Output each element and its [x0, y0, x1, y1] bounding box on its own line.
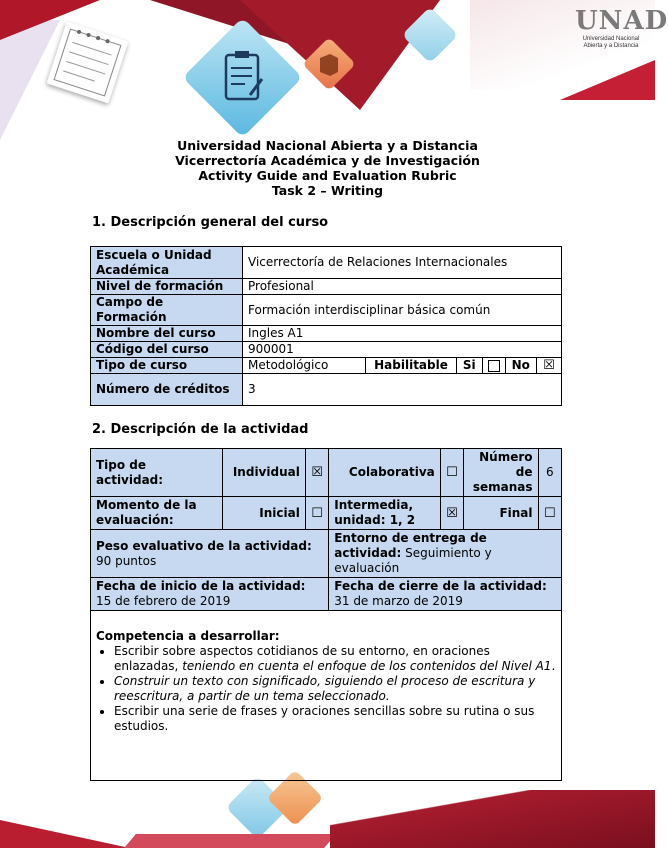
title-line1: Universidad Nacional Abierta y a Distancia [177, 138, 478, 153]
si-checkbox [482, 358, 505, 374]
table-value: Profesional [243, 279, 562, 295]
decor-band [124, 834, 336, 848]
bullet-text-italic: teniendo en cuenta el enfoque de los contenidos del Nivel A1 [182, 659, 552, 673]
checkbox-empty-icon: ☐ [305, 497, 328, 530]
decor-triangle [560, 60, 655, 100]
list-item: • Construir un texto con significado, siguiendo el proceso de escritura y reescritura, a partir de un tema seleccionado. [114, 674, 556, 704]
checkbox-empty-icon: ☐ [538, 497, 561, 530]
peso-cell [91, 530, 329, 578]
peso-label: Peso evaluativo de la actividad: [96, 538, 312, 553]
tipo-actividad-label: Tipo de actividad: [91, 449, 223, 497]
logo-line2: Abierta y a Distancia [583, 43, 639, 49]
table-key: Campo de Formación [91, 295, 243, 326]
intermedia-label: Intermedia, unidad: 1, 2 [329, 497, 441, 530]
table-row [91, 611, 562, 781]
table-key: Número de créditos [91, 374, 243, 406]
checkbox-empty-icon [488, 360, 500, 372]
habilitable-label: Habilitable [366, 358, 457, 374]
title-line4: Task 2 – Writing [271, 183, 384, 198]
checkbox-empty-icon: ☐ [440, 449, 463, 497]
logo-line1: Universidad Nacional [582, 36, 640, 42]
competencia-cell [91, 611, 562, 781]
table-row [91, 247, 562, 279]
peso-value: 90 puntos [96, 553, 157, 568]
table-value: 900001 [243, 342, 562, 358]
table-key: Tipo de curso [91, 358, 243, 374]
section2-heading: 2. Descripción de la actividad [92, 422, 309, 437]
table-row [91, 279, 562, 295]
table-row [91, 295, 562, 326]
cierre-label: Fecha de cierre de la actividad: [334, 579, 547, 593]
table-row [91, 578, 562, 611]
bullet-text: . [551, 659, 556, 673]
table-row [91, 449, 562, 497]
checkbox-checked-icon: ☒ [305, 449, 328, 497]
book-icon [302, 37, 356, 91]
table-row [91, 342, 562, 358]
no-label: No [505, 358, 536, 374]
no-checkbox-checked-icon: ☒ [537, 358, 562, 374]
inicio-cell [91, 578, 329, 611]
competencia-list [96, 644, 556, 734]
section1-heading: 1. Descripción general del curso [92, 215, 329, 230]
table-row [91, 374, 562, 406]
numero-semanas-label: Número de semanas [464, 449, 538, 497]
inicio-value: 15 de febrero de 2019 [96, 594, 231, 608]
entorno-value: Seguimiento y evaluación [334, 546, 492, 575]
entorno-cell [329, 530, 562, 578]
colaborativa-label: Colaborativa [329, 449, 441, 497]
bullet-text: Escribir sobre aspectos cotidianos de su entorno, en oraciones enlazadas, [114, 644, 490, 673]
individual-label: Individual [223, 449, 306, 497]
table-key: Escuela o Unidad Académica [91, 247, 243, 279]
checkbox-checked-icon: ☒ [440, 497, 463, 530]
table-row [91, 358, 562, 374]
table-row [91, 530, 562, 578]
table-value: Formación interdisciplinar básica común [243, 295, 562, 326]
decor-band [330, 790, 655, 848]
table-key: Código del curso [91, 342, 243, 358]
table-value: Metodológico [243, 358, 366, 374]
activity-table [90, 448, 562, 781]
table-value: 3 [243, 374, 562, 406]
final-label: Final [464, 497, 538, 530]
list-item [114, 644, 556, 674]
entorno-label: Entorno de entrega de actividad: [334, 531, 487, 560]
course-info-table [90, 246, 562, 406]
title-line2: Vicerrectoría Académica y de Investigación [175, 153, 480, 168]
table-key: Nivel de formación [91, 279, 243, 295]
table-row [91, 497, 562, 530]
clipboard-icon [182, 17, 302, 137]
cierre-cell [329, 578, 562, 611]
table-row [91, 326, 562, 342]
inicio-label: Fecha de inicio de la actividad: [96, 579, 306, 593]
list-item: • Escribir una serie de frases y oraciones sencillas sobre su rutina o sus estudios. [114, 704, 556, 734]
momento-label: Momento de la evaluación: [91, 497, 223, 530]
logo-mark: UNAD [575, 6, 668, 36]
document-title [0, 138, 655, 198]
si-label: Si [457, 358, 483, 374]
table-key: Nombre del curso [91, 326, 243, 342]
inicial-label: Inicial [223, 497, 306, 530]
unad-logo [575, 6, 668, 50]
semanas-value: 6 [538, 449, 561, 497]
title-line3: Activity Guide and Evaluation Rubric [198, 168, 457, 183]
decor-triangle [0, 820, 130, 848]
competencia-title: Competencia a desarrollar: [96, 629, 280, 643]
cierre-value: 31 de marzo de 2019 [334, 594, 463, 608]
table-value: Ingles A1 [243, 326, 562, 342]
table-value: Vicerrectoría de Relaciones Internacionales [243, 247, 562, 279]
